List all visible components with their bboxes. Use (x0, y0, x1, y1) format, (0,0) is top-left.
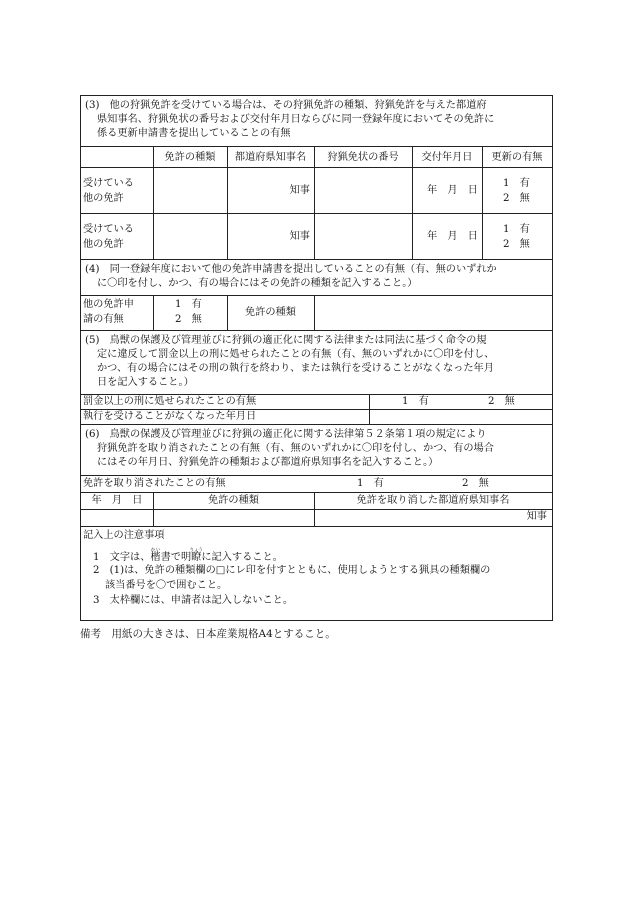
divider (81, 394, 552, 395)
divider (81, 475, 552, 476)
other-app-label-line1: 他の免許申 (83, 299, 134, 310)
section3-heading-line3: 係る更新申請書を提出していることの有無 (97, 128, 291, 139)
penalty-label: 罰金以上の刑に処せられたことの有無 (83, 396, 257, 407)
col-issue-date: 交付年月日 (421, 152, 473, 163)
row1-governor: 知事 (289, 185, 310, 196)
section3-heading-line2: 県知事名、狩猟免状の番号および交付年月日ならびに同一登録年度においてその免許に (97, 114, 495, 125)
row2-renew-no: 2 無 (503, 239, 530, 250)
revoked-col-governor: 免許を取り消した都道府県知事名 (356, 495, 510, 506)
revoked-no: 2 無 (462, 478, 489, 489)
row1-renew-yes: 1 有 (503, 178, 530, 189)
note-3: 3 太枠欄には、申請者は記入しないこと。 (93, 595, 294, 606)
other-app-yes: 1 有 (175, 299, 202, 310)
row2-governor: 知事 (289, 231, 310, 242)
note-2-line2: 該当番号を〇で囲むこと。 (105, 580, 228, 591)
divider (81, 409, 552, 410)
note-1: 1 文字は、楷かい書で明瞭りょうに記入すること。 (93, 548, 283, 563)
row1-label-line2: 他の免許 (83, 193, 124, 204)
divider (81, 424, 552, 425)
notes-title: 記入上の注意事項 (83, 530, 165, 541)
col-license-type: 免許の種類 (164, 152, 216, 163)
row1-label-line1: 受けている (83, 178, 134, 189)
section4-heading-line2: に〇印を付し、かつ、有の場合にはその免許の種類を記入すること。） (97, 278, 418, 289)
divider (81, 509, 552, 510)
col-certificate-number: 狩猟免状の番号 (327, 152, 399, 163)
divider (153, 295, 154, 330)
divider (81, 492, 552, 493)
row2-renew-yes: 1 有 (503, 224, 530, 235)
revoked-col-date: 年 月 日 (91, 495, 143, 506)
revoked-col-type: 免許の種類 (208, 495, 259, 506)
divider (369, 394, 370, 424)
divider (81, 295, 552, 296)
application-form (80, 95, 553, 621)
note-2-line1: 2 (1)は、免許の種類欄の□にレ印を付すとともに、使用しようとする猟具の種類欄の (93, 565, 491, 576)
revoked-label: 免許を取り消されたことの有無 (83, 478, 226, 489)
section3-heading-line1: (3) 他の狩猟免許を受けている場合は、その狩猟免許の種類、狩猟免許を与えた都道府 (85, 100, 487, 111)
col-renewal: 更新の有無 (491, 152, 543, 163)
other-app-type-label: 免許の種類 (245, 307, 296, 318)
row1-renew-no: 2 無 (503, 193, 530, 204)
section6-heading-line3: にはその年月日、狩猟免許の種類および都道府県知事名を記入すること。） (97, 457, 439, 468)
section6-heading-line1: (6) 鳥獣の保護及び管理並びに狩猟の適正化に関する法律第５２条第１項の規定により (85, 429, 487, 440)
revoked-governor-suffix: 知事 (526, 511, 547, 522)
section5-heading-line1: (5) 鳥獣の保護及び管理並びに狩猟の適正化に関する法律または同法に基づく命令の規 (85, 335, 487, 346)
section5-heading-line3: かつ、有の場合にはその刑の執行を終わり、または執行を受けることがなくなった年月 (97, 363, 494, 374)
row2-label-line2: 他の免許 (83, 239, 124, 250)
row2-date: 年 月 日 (427, 231, 478, 242)
col-governor: 都道府県知事名 (234, 152, 307, 163)
other-app-label-line2: 請の有無 (83, 314, 124, 325)
divider (314, 295, 315, 330)
execution-end-label: 執行を受けることがなくなった年月日 (83, 411, 257, 422)
divider (81, 330, 552, 331)
penalty-yes: 1 有 (402, 396, 429, 407)
remark: 備考 用紙の大きさは、日本産業規格A4とすること。 (80, 628, 336, 640)
other-app-no: 2 無 (175, 314, 202, 325)
revoked-yes: 1 有 (357, 478, 384, 489)
section6-heading-line2: 狩猟免許を取り消されたことの有無（有、無のいずれかに〇印を付し、かつ、有の場合 (97, 443, 494, 454)
divider (81, 259, 552, 260)
section5-heading-line2: 定に違反して罰金以上の刑に処せられたことの有無（有、無のいずれかに〇印を付し、 (97, 349, 495, 360)
penalty-no: 2 無 (488, 396, 515, 407)
divider (81, 526, 552, 527)
section4-heading-line1: (4) 同一登録年度において他の免許申請書を提出していることの有無（有、無のいずれか (85, 264, 497, 275)
section5-heading-line4: 日を記入すること。） (97, 377, 194, 388)
row1-date: 年 月 日 (427, 185, 478, 196)
row2-label-line1: 受けている (83, 224, 134, 235)
